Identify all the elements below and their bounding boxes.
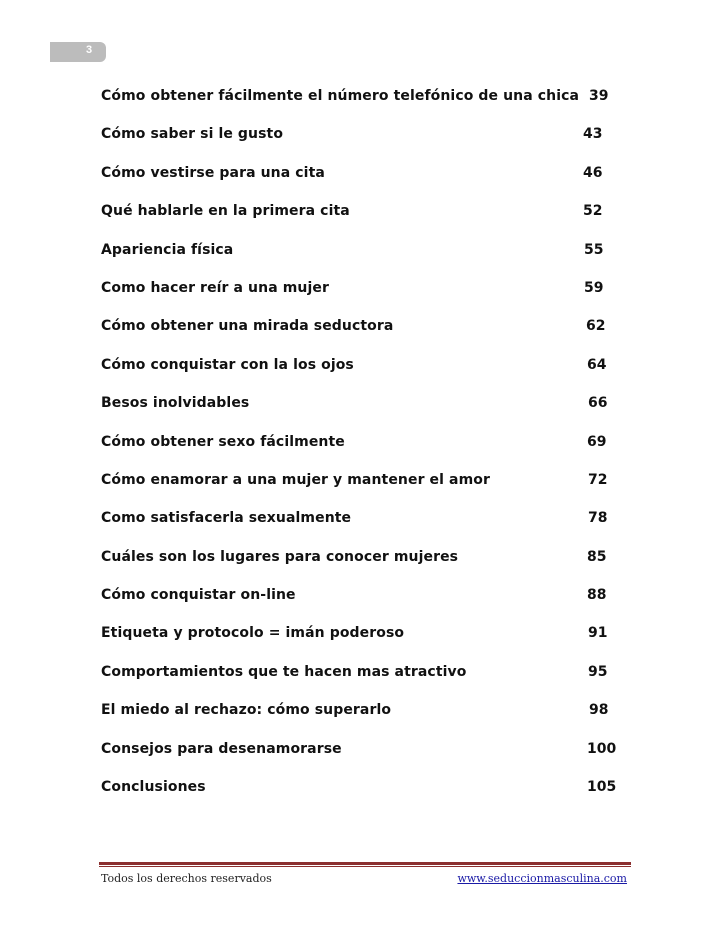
toc-entry-title: Cómo enamorar a una mujer y mantener el amor bbox=[101, 471, 490, 488]
toc-entry-page-number: 98 bbox=[589, 702, 609, 719]
toc-entry-title: Qué hablarle en la primera cita bbox=[101, 203, 350, 220]
toc-entry-page-number: 100 bbox=[587, 740, 617, 757]
toc-entry[interactable] bbox=[101, 275, 631, 313]
toc-entry[interactable] bbox=[101, 505, 631, 543]
toc-entry[interactable] bbox=[101, 160, 631, 198]
toc-entry-page-number: 55 bbox=[584, 241, 604, 258]
toc-entry-title: Apariencia física bbox=[101, 241, 234, 258]
toc-entry[interactable] bbox=[101, 774, 631, 812]
toc-entry-title: Cómo saber si le gusto bbox=[101, 126, 284, 143]
toc-entry-page-number: 69 bbox=[587, 433, 607, 450]
footer-rule-thin bbox=[99, 866, 631, 867]
table-of-contents bbox=[101, 83, 631, 812]
toc-entry[interactable] bbox=[101, 582, 631, 620]
toc-entry-title: Cómo obtener una mirada seductora bbox=[101, 318, 394, 335]
toc-entry-page-number: 72 bbox=[588, 471, 608, 488]
page-number: 3 bbox=[86, 44, 93, 56]
footer-rights-text: Todos los derechos reservados bbox=[101, 872, 272, 885]
toc-entry[interactable] bbox=[101, 467, 631, 505]
toc-entry-page-number: 46 bbox=[583, 164, 603, 181]
toc-entry-page-number: 43 bbox=[583, 126, 603, 143]
toc-entry-title: Conclusiones bbox=[101, 779, 206, 796]
toc-entry-page-number: 85 bbox=[587, 548, 607, 565]
page-number-tab bbox=[50, 42, 106, 62]
toc-entry[interactable] bbox=[101, 544, 631, 582]
toc-entry[interactable] bbox=[101, 736, 631, 774]
toc-entry[interactable] bbox=[101, 697, 631, 735]
toc-entry-page-number: 88 bbox=[587, 587, 607, 604]
footer-website-link[interactable]: www.seduccionmasculina.com bbox=[457, 872, 627, 885]
toc-entry-page-number: 95 bbox=[588, 663, 608, 680]
toc-entry-title: Besos inolvidables bbox=[101, 395, 250, 412]
toc-entry-title: Cómo obtener fácilmente el número telefónico de una chica bbox=[101, 88, 580, 104]
toc-entry[interactable] bbox=[101, 620, 631, 658]
toc-entry-title: Cómo obtener sexo fácilmente bbox=[101, 433, 345, 450]
toc-entry-page-number: 39 bbox=[589, 88, 609, 104]
toc-entry-title: Cómo conquistar con la los ojos bbox=[101, 356, 354, 373]
toc-entry-page-number: 105 bbox=[587, 779, 617, 796]
toc-entry-page-number: 59 bbox=[584, 279, 604, 296]
toc-entry-page-number: 91 bbox=[588, 625, 608, 642]
toc-entry-title: Consejos para desenamorarse bbox=[101, 740, 342, 757]
toc-entry-page-number: 66 bbox=[588, 395, 608, 412]
toc-entry-page-number: 78 bbox=[588, 510, 608, 527]
toc-entry-page-number: 52 bbox=[583, 203, 603, 220]
toc-entry-title: Cuáles son los lugares para conocer mujeres bbox=[101, 548, 459, 565]
toc-entry-page-number: 64 bbox=[587, 356, 607, 373]
toc-entry[interactable] bbox=[101, 429, 631, 467]
toc-entry-title: Como satisfacerla sexualmente bbox=[101, 510, 352, 527]
toc-entry-title: Etiqueta y protocolo = imán poderoso bbox=[101, 625, 405, 642]
footer-rule bbox=[99, 862, 631, 865]
toc-entry-title: Cómo conquistar on-line bbox=[101, 587, 296, 604]
toc-entry-title: Como hacer reír a una mujer bbox=[101, 279, 329, 296]
toc-entry-title: Cómo vestirse para una cita bbox=[101, 164, 325, 181]
toc-entry[interactable] bbox=[101, 83, 631, 121]
toc-entry[interactable] bbox=[101, 390, 631, 428]
toc-entry[interactable] bbox=[101, 659, 631, 697]
toc-entry-title: Comportamientos que te hacen mas atractivo bbox=[101, 663, 467, 680]
toc-entry[interactable] bbox=[101, 313, 631, 351]
toc-entry[interactable] bbox=[101, 352, 631, 390]
toc-entry-title: El miedo al rechazo: cómo superarlo bbox=[101, 702, 392, 719]
toc-entry-page-number: 62 bbox=[586, 318, 606, 335]
toc-entry[interactable] bbox=[101, 198, 631, 236]
toc-entry[interactable] bbox=[101, 121, 631, 159]
toc-entry[interactable] bbox=[101, 237, 631, 275]
